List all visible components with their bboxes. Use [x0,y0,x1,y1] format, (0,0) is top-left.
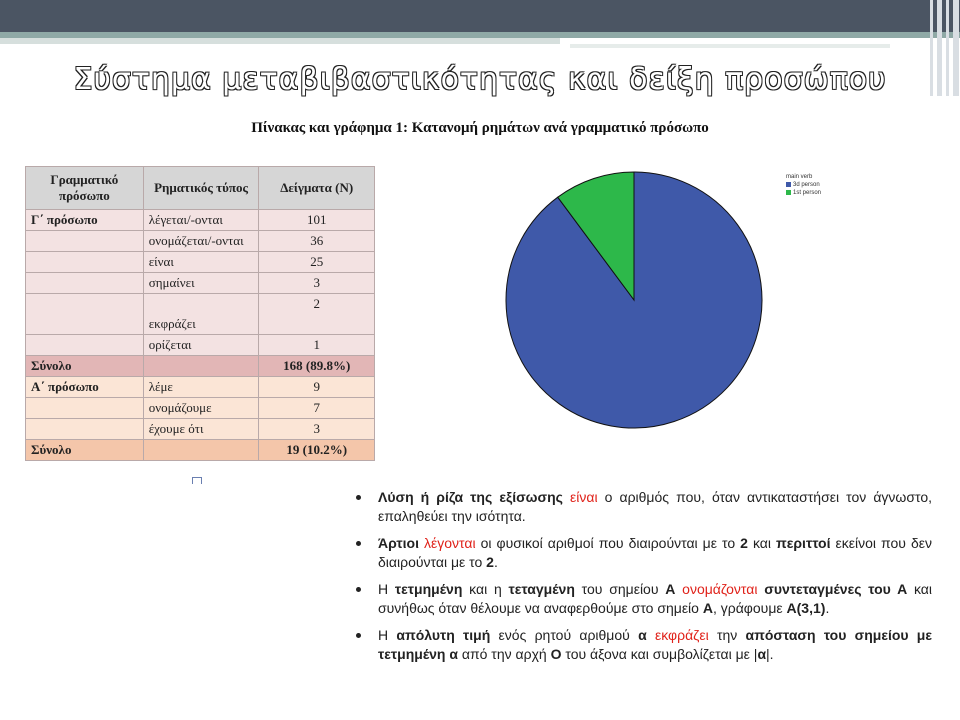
table-row [26,231,375,252]
total-row-1st-person [26,440,375,461]
verb-distribution-table [25,166,375,461]
chart-legend [786,173,821,197]
legend-swatch [786,182,791,187]
total-value: 168 (89.8%) [259,356,375,377]
verb-cell: είναι [143,252,259,273]
pie-chart [380,164,880,444]
verb-cell: σημαίνει [143,273,259,294]
count-cell: 25 [259,252,375,273]
table-row [26,419,375,440]
legend-item-1st-person: 1st person [786,189,821,197]
legend-item-3d-person: 3d person [786,181,821,189]
definitions-list [352,488,932,672]
table-row [26,377,375,398]
verb-cell: λέγεται/-ονται [143,210,259,231]
definition-item: Άρτιοι λέγονται οι φυσικοί αριθμοί που διαιρούνται με το 2 και περιττοί εκείνοι που δεν διαιρούνται με το 2. [352,534,932,572]
table-row [26,210,375,231]
table-row [26,335,375,356]
verb-cell: ονομάζουμε [143,398,259,419]
definition-item: Η απόλυτη τιμή ενός ρητού αριθμού α εκφράζει την απόσταση του σημείου με τετμημένη α από την αρχή Ο του άξονα και συμβολίζεται με |α|. [352,626,932,664]
verb-cell: λέμε [143,377,259,398]
bullet-icon [356,633,361,638]
count-cell: 101 [259,210,375,231]
bullet-icon [356,587,361,592]
header-samples: Δείγματα (N) [259,167,375,210]
total-value: 19 (10.2%) [259,440,375,461]
count-cell: 3 [259,419,375,440]
verb-cell: έχουμε ότι [143,419,259,440]
legend-title: main verb [786,174,813,180]
legend-swatch [786,190,791,195]
header-band [0,0,960,32]
definition-item: Λύση ή ρίζα της εξίσωσης είναι ο αριθμός που, όταν αντικαταστήσει τον άγνωστο, επαληθεύει την ισότητα. [352,488,932,526]
header-light-stripe-right [570,44,890,48]
table-row [26,398,375,419]
table-header-row [26,167,375,210]
header-person: Γραμματικό πρόσωπο [26,167,144,210]
count-cell: 3 [259,273,375,294]
header-verb-type: Ρηματικός τύπος [143,167,259,210]
verb-cell: ορίζεται [143,335,259,356]
count-cell: 2 [259,294,375,335]
count-cell: 9 [259,377,375,398]
definition-item: Η τετμημένη και η τεταγμένη του σημείου Α ονομάζονται συντεταγμένες του Α και συνήθως όταν θέλουμε να αναφερθούμε στο σημείο Α, γράφουμε Α(3,1). [352,580,932,618]
count-cell: 7 [259,398,375,419]
header-light-stripe [0,38,560,44]
bullet-icon [356,541,361,546]
verb-cell: εκφράζει [143,294,259,335]
total-label: Σύνολο [26,440,144,461]
verb-cell: ονομάζεται/-ονται [143,231,259,252]
table-row [26,294,375,335]
anchor-mark-icon [192,477,202,484]
group-label-1st-person: Α΄ πρόσωπο [26,377,144,398]
total-label: Σύνολο [26,356,144,377]
slide-title: Σύστημα μεταβιβαστικότητας και δείξη προσώπου [73,62,887,97]
count-cell: 1 [259,335,375,356]
count-cell: 36 [259,231,375,252]
group-label-3rd-person: Γ΄ πρόσωπο [26,210,144,231]
total-row-3rd-person [26,356,375,377]
table-row [26,273,375,294]
table-row [26,252,375,273]
table-chart-caption: Πίνακας και γράφημα 1: Κατανομή ρημάτων ανά γραμματικό πρόσωπο [251,120,709,136]
bullet-icon [356,495,361,500]
